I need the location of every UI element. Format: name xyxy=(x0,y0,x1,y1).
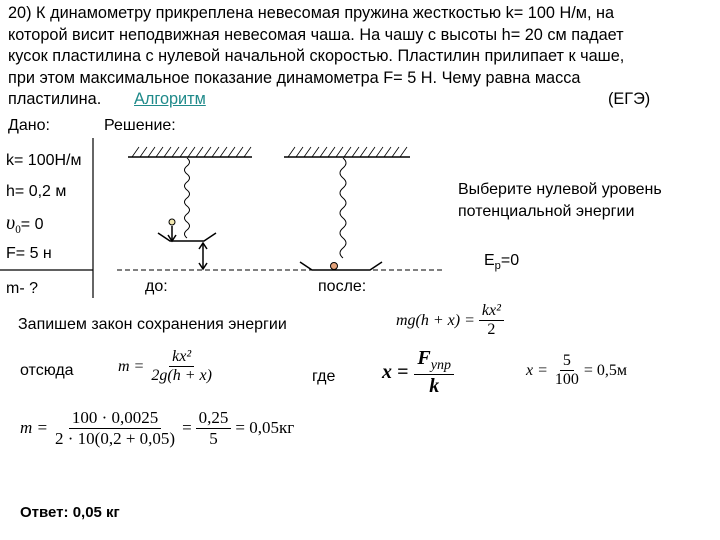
spring-after xyxy=(340,158,346,258)
zero-level-hint-2: потенциальной энергии xyxy=(458,203,635,220)
x-numerator-sub: упр xyxy=(430,358,451,373)
potential-energy-zero xyxy=(484,252,519,272)
x-value-lhs: x = xyxy=(526,361,548,379)
algorithm-link[interactable]: Алгоритм xyxy=(134,90,206,108)
x-lhs: x = xyxy=(382,361,409,384)
mass-equation xyxy=(118,348,215,386)
problem-line-1: 20) К динамометру прикреплена невесомая пружина жесткостью k= 100 Н/м, на xyxy=(8,4,615,22)
calc-denominator-1: 2 · 10(0,2 + 0,05) xyxy=(55,428,176,448)
calc-denominator-2: 5 xyxy=(209,428,218,448)
ep-subscript: р xyxy=(494,260,501,273)
conservation-text: Запишем закон сохранения энергии xyxy=(18,316,287,333)
problem-line-2: которой висит неподвижная невесомая чаша. На чашу с высоты h= 20 см падает xyxy=(8,25,624,44)
v0-value: = 0 xyxy=(20,216,44,233)
given-F: F= 5 н xyxy=(6,245,52,262)
cup-before xyxy=(158,233,216,241)
ep-value: =0 xyxy=(500,252,520,269)
mass-numerator: kx² xyxy=(169,348,194,367)
x-denominator: k xyxy=(429,375,440,398)
energy-lhs: mg(h + x) = xyxy=(396,311,475,329)
x-value-rhs: = 0,5м xyxy=(583,361,628,379)
ep-symbol: E xyxy=(484,252,495,269)
calc-numerator-2: 0,25 xyxy=(196,408,232,429)
x-equation xyxy=(382,347,454,398)
mass-calculation xyxy=(20,408,294,448)
x-value-denominator: 100 xyxy=(554,371,579,389)
energy-equation xyxy=(396,302,504,340)
given-h: h= 0,2 м xyxy=(6,183,67,200)
v0-symbol: υ xyxy=(6,212,16,234)
problem-line-5: пластилина. xyxy=(8,90,102,108)
mass-denominator: 2g(h + x) xyxy=(151,367,212,385)
answer: Ответ: 0,05 кг xyxy=(20,504,120,521)
given-k: k= 100Н/м xyxy=(6,152,82,169)
plasticine-before xyxy=(169,219,175,225)
exam-tag: (ЕГЭ) xyxy=(608,90,651,108)
solution-title: Решение: xyxy=(104,117,176,134)
calc-fraction-1 xyxy=(52,408,178,448)
x-value-equation xyxy=(526,352,627,390)
x-value-fraction xyxy=(552,352,582,390)
mass-lhs: m = xyxy=(118,357,145,375)
problem-statement xyxy=(8,3,712,89)
label-after: после: xyxy=(318,278,367,295)
calc-lhs: m = xyxy=(20,418,48,438)
energy-denominator: 2 xyxy=(487,321,496,339)
ceiling-before xyxy=(128,147,252,157)
ceiling-after xyxy=(284,147,410,157)
x-fraction xyxy=(414,347,454,398)
from-here-text: отсюда xyxy=(20,362,74,379)
problem-line-3: кусок пластилина с нулевой начальной скоростью. Пластилин прилипает к чаше, xyxy=(8,47,625,65)
problem-line-4: при этом максимальное показание динамометра F= 5 Н. Чему равна масса xyxy=(8,68,581,87)
calc-numerator-1: 100 · 0,0025 xyxy=(69,408,161,429)
zero-level-hint-1: Выберите нулевой уровень xyxy=(458,181,662,198)
plasticine-after xyxy=(331,263,338,270)
where-text: где xyxy=(312,368,336,385)
calc-fraction-2 xyxy=(196,408,232,448)
x-numerator xyxy=(414,347,454,375)
calc-result: = 0,05кг xyxy=(235,418,295,438)
given-title: Дано: xyxy=(8,117,50,134)
x-numerator-F: F xyxy=(417,347,431,369)
v0-subscript: 0 xyxy=(15,224,21,237)
cup-after xyxy=(300,262,382,270)
calc-equals: = xyxy=(182,418,192,438)
mass-fraction xyxy=(148,348,215,386)
energy-numerator: kx² xyxy=(479,302,504,321)
given-m: m- ? xyxy=(6,280,38,297)
x-value-numerator: 5 xyxy=(560,352,574,371)
label-before: до: xyxy=(145,278,168,295)
spring-before xyxy=(185,158,190,238)
energy-fraction xyxy=(479,302,504,340)
